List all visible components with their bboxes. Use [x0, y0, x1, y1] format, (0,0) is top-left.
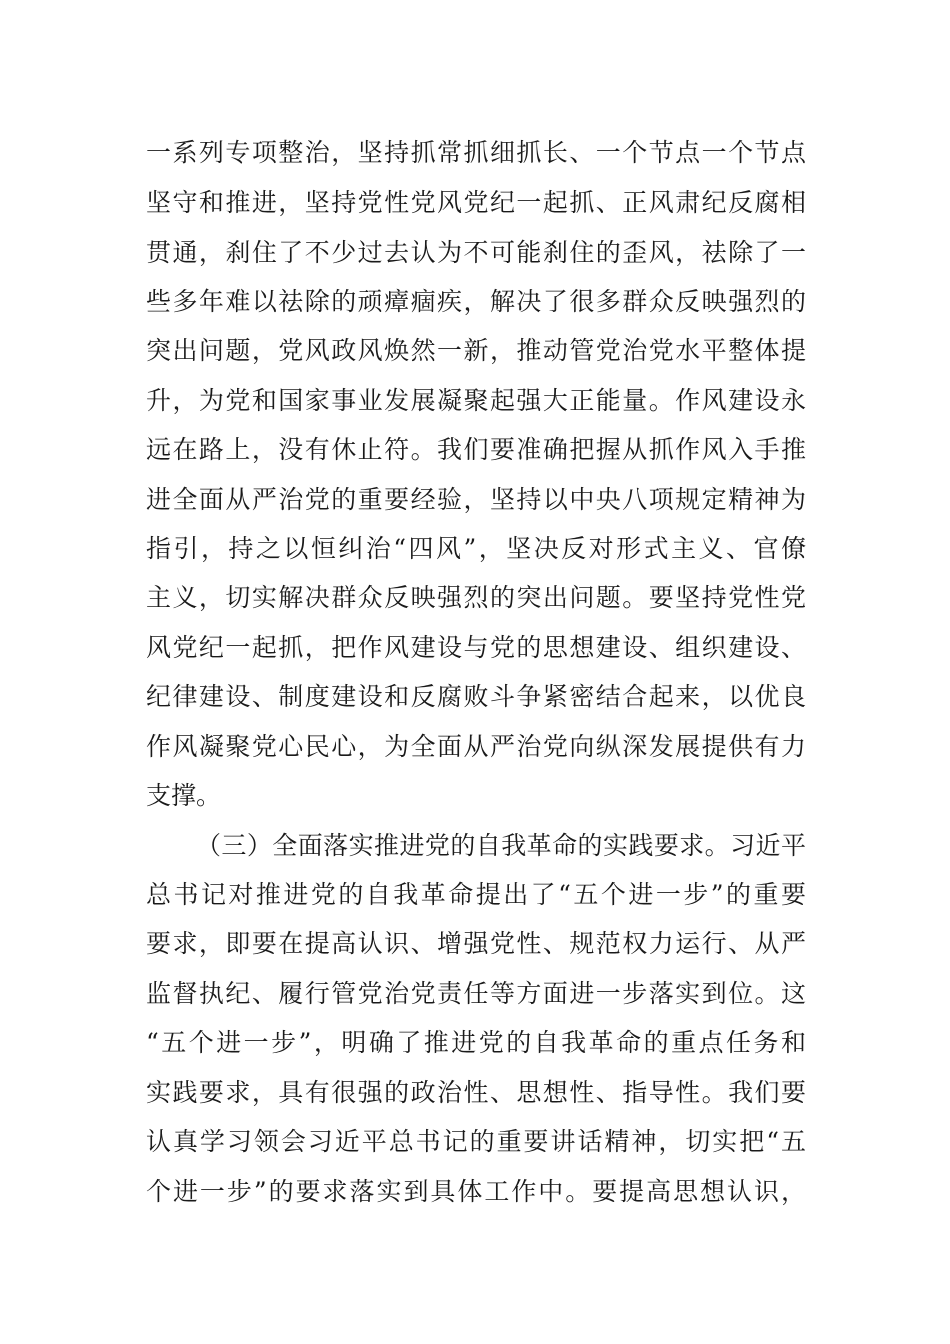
text-line: 总书记对推进党的自我革命提出了“五个进一步”的重要: [146, 880, 806, 909]
text-line: 监督执纪、履行管党治党责任等方面进一步落实到位。这: [146, 979, 806, 1008]
text-line: 风党纪一起抓，把作风建设与党的思想建设、组织建设、: [146, 633, 806, 662]
text-line: 坚守和推进，坚持党性党风党纪一起抓、正风肃纪反腐相: [146, 188, 806, 217]
text-line: 进全面从严治党的重要经验，坚持以中央八项规定精神为: [146, 485, 806, 514]
text-line: 主义，切实解决群众反映强烈的突出问题。要坚持党性党: [146, 583, 806, 612]
text-line: 远在路上，没有休止符。我们要准确把握从抓作风入手推: [146, 435, 806, 464]
text-line: 认真学习领会习近平总书记的重要讲话精神，切实把“五: [146, 1127, 806, 1156]
text-line: 贯通，刹住了不少过去认为不可能刹住的歪风，祛除了一: [146, 238, 806, 267]
text-line: 作风凝聚党心民心，为全面从严治党向纵深发展提供有力: [146, 732, 806, 761]
text-line: 升，为党和国家事业发展凝聚起强大正能量。作风建设永: [146, 386, 806, 415]
text-line: 突出问题，党风政风焕然一新，推动管党治党水平整体提: [146, 336, 806, 365]
text-line: 个进一步”的要求落实到具体工作中。要提高思想认识，: [146, 1177, 806, 1206]
text-line: 实践要求，具有很强的政治性、思想性、指导性。我们要: [146, 1078, 806, 1107]
text-line: 要求，即要在提高认识、增强党性、规范权力运行、从严: [146, 929, 806, 958]
text-line: 纪律建设、制度建设和反腐败斗争紧密结合起来，以优良: [146, 682, 806, 711]
section-heading-line: （三）全面落实推进党的自我革命的实践要求。习近平: [196, 831, 806, 860]
text-line: 一系列专项整治，坚持抓常抓细抓长、一个节点一个节点: [146, 138, 806, 167]
text-line: 指引，持之以恒纠治“四风”，坚决反对形式主义、官僚: [146, 534, 806, 563]
text-line: 支撑。: [146, 781, 222, 810]
text-line: “五个进一步”，明确了推进党的自我革命的重点任务和: [146, 1028, 806, 1057]
text-line: 些多年难以祛除的顽瘴痼疾，解决了很多群众反映强烈的: [146, 287, 806, 316]
